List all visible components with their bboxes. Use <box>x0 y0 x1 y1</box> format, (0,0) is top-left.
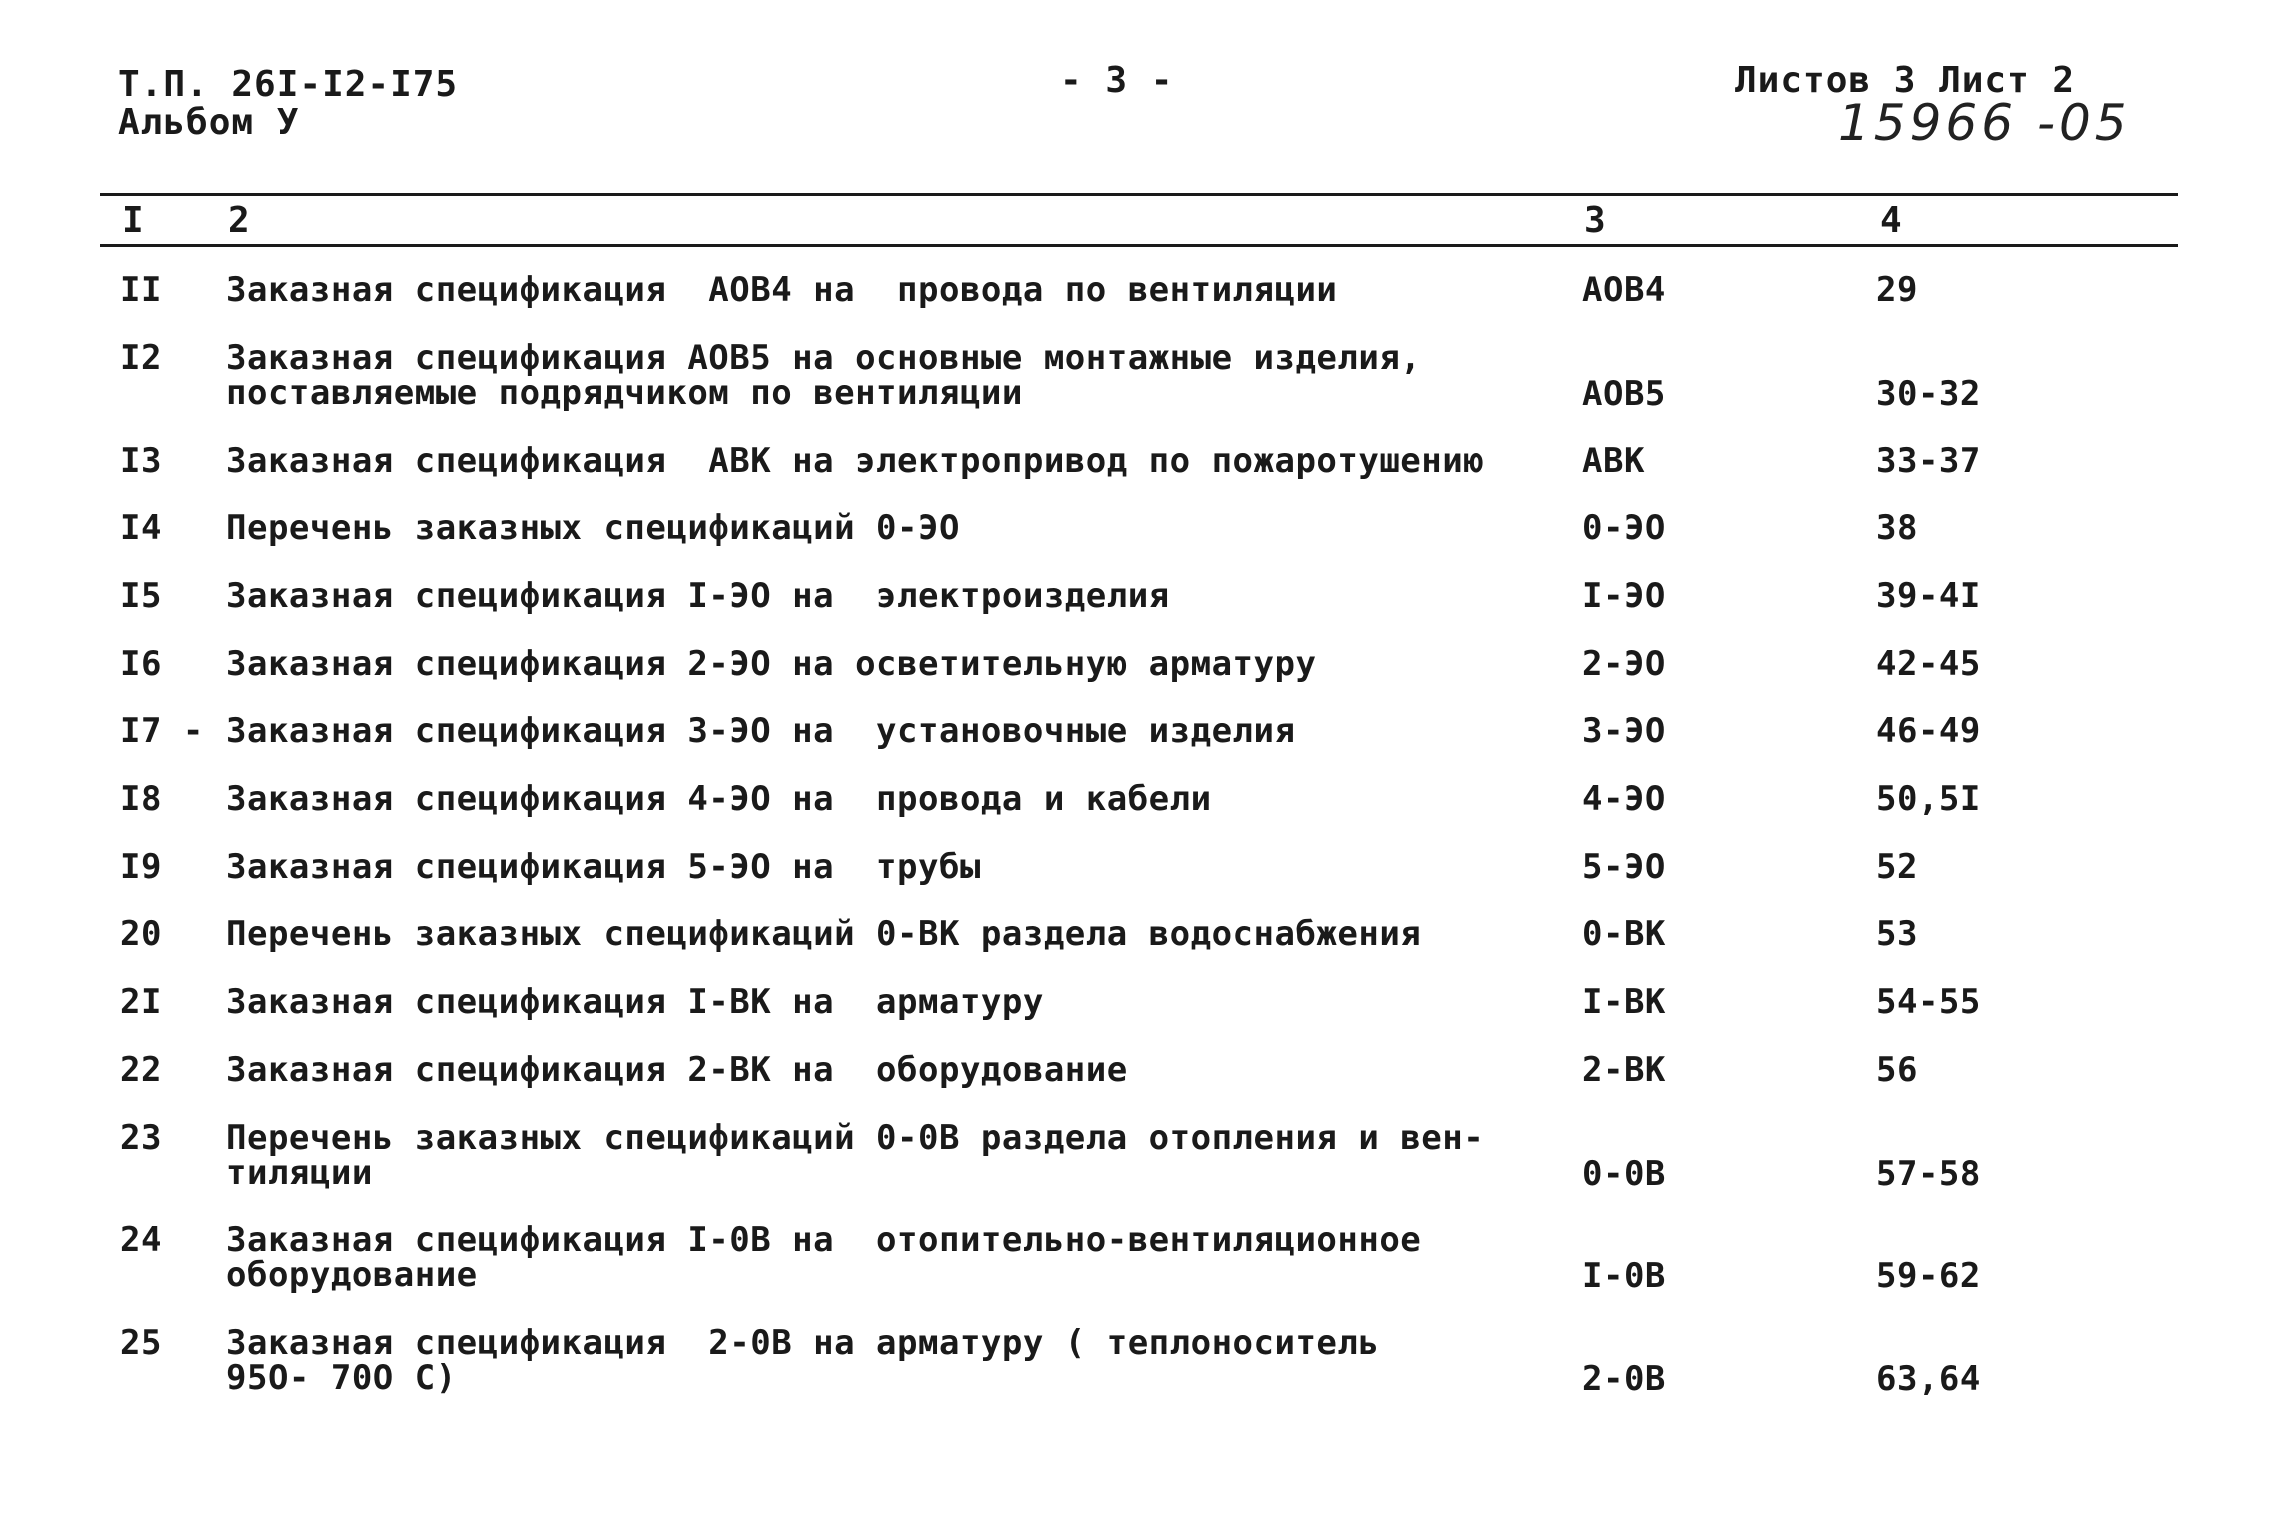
row-pages: 38 <box>1876 508 1918 548</box>
row-pages: 53 <box>1876 914 1918 954</box>
row-title: Перечень заказных спецификаций 0-ЭО <box>226 508 960 548</box>
album-label: Альбом У <box>118 102 300 143</box>
row-code: АОВ4 <box>1582 270 1666 310</box>
row-title: Заказная спецификация 2-ЭО на осветительную арматуру <box>226 644 1317 684</box>
row-number: I5 <box>120 576 162 616</box>
row-number: 20 <box>120 914 162 954</box>
document-code-block <box>118 66 458 142</box>
row-pages: 54-55 <box>1876 982 1981 1022</box>
row-code: I-0В <box>1582 1256 1666 1296</box>
row-code: 3-ЭО <box>1582 711 1666 751</box>
sheets-info: Листов 3 Лист 2 <box>1735 60 2076 101</box>
row-code: АВК <box>1582 441 1645 481</box>
row-title-continuation: поставляемые подрядчиком по вентиляции <box>226 373 1023 413</box>
row-number: I8 <box>120 779 162 819</box>
row-code: 2-ВК <box>1582 1050 1666 1090</box>
row-title: Перечень заказных спецификаций 0-ВК раздела водоснабжения <box>226 914 1422 954</box>
table-header-rule <box>100 244 2178 247</box>
row-title-continuation: 95О- 70О С) <box>226 1358 457 1398</box>
column-header-3: 3 <box>1584 200 1606 241</box>
row-code: 0-0В <box>1582 1154 1666 1194</box>
row-code: АОВ5 <box>1582 374 1666 414</box>
row-pages: 56 <box>1876 1050 1918 1090</box>
row-number: 24 <box>120 1220 162 1260</box>
column-header-1: I <box>122 200 144 241</box>
row-number: I3 <box>120 441 162 481</box>
row-code: 2-ЭО <box>1582 644 1666 684</box>
row-title: Заказная спецификация I-0В на отопительно-вентиляционное <box>226 1220 1422 1260</box>
row-title: Заказная спецификация I-ВК на арматуру <box>226 982 1044 1022</box>
row-title: Заказная спецификация 3-ЭО на установочные изделия <box>226 711 1296 751</box>
row-code: I-ЭО <box>1582 576 1666 616</box>
row-pages: 57-58 <box>1876 1154 1981 1194</box>
row-code: 0-ВК <box>1582 914 1666 954</box>
row-code: 0-ЭО <box>1582 508 1666 548</box>
row-title: Заказная спецификация 5-ЭО на трубы <box>226 847 981 887</box>
row-pages: 29 <box>1876 270 1918 310</box>
row-pages: 52 <box>1876 847 1918 887</box>
row-title-continuation: тиляции <box>226 1153 373 1193</box>
column-header-2: 2 <box>228 200 250 241</box>
row-title: Заказная спецификация АОВ4 на провода по вентиляции <box>226 270 1338 310</box>
row-title: Заказная спецификация 4-ЭО на провода и кабели <box>226 779 1212 819</box>
row-number: I7 - <box>120 711 204 751</box>
row-number: I9 <box>120 847 162 887</box>
row-title-continuation: оборудование <box>226 1255 478 1295</box>
row-pages: 59-62 <box>1876 1256 1981 1296</box>
row-title: Перечень заказных спецификаций 0-0В раздела отопления и вен- <box>226 1118 1485 1158</box>
row-pages: 30-32 <box>1876 374 1981 414</box>
row-pages: 46-49 <box>1876 711 1981 751</box>
row-code: 5-ЭО <box>1582 847 1666 887</box>
handwritten-number: 15966 -05 <box>1838 94 2131 152</box>
table-top-rule <box>100 193 2178 196</box>
doc-code: Т.П. 26I-I2-I75 <box>118 64 459 105</box>
row-code: 4-ЭО <box>1582 779 1666 819</box>
row-code: 2-0В <box>1582 1359 1666 1399</box>
row-number: I6 <box>120 644 162 684</box>
row-title: Заказная спецификация АОВ5 на основные монтажные изделия, <box>226 338 1422 378</box>
row-number: I4 <box>120 508 162 548</box>
row-number: I2 <box>120 338 162 378</box>
row-title: Заказная спецификация 2-0В на арматуру ( теплоноситель <box>226 1323 1380 1363</box>
row-pages: 63,64 <box>1876 1359 1981 1399</box>
row-title: Заказная спецификация I-ЭО на электроизделия <box>226 576 1170 616</box>
row-pages: 33-37 <box>1876 441 1981 481</box>
row-code: I-ВК <box>1582 982 1666 1022</box>
row-number: 22 <box>120 1050 162 1090</box>
row-pages: 50,5I <box>1876 779 1981 819</box>
row-number: 25 <box>120 1323 162 1363</box>
row-pages: 39-4I <box>1876 576 1981 616</box>
row-number: 23 <box>120 1118 162 1158</box>
row-title: Заказная спецификация 2-ВК на оборудование <box>226 1050 1128 1090</box>
column-header-4: 4 <box>1880 200 1902 241</box>
row-pages: 42-45 <box>1876 644 1981 684</box>
row-number: II <box>120 270 162 310</box>
row-title: Заказная спецификация АВК на электропривод по пожаротушению <box>226 441 1485 481</box>
page-marker: - 3 - <box>1060 60 1174 101</box>
row-number: 2I <box>120 982 162 1022</box>
